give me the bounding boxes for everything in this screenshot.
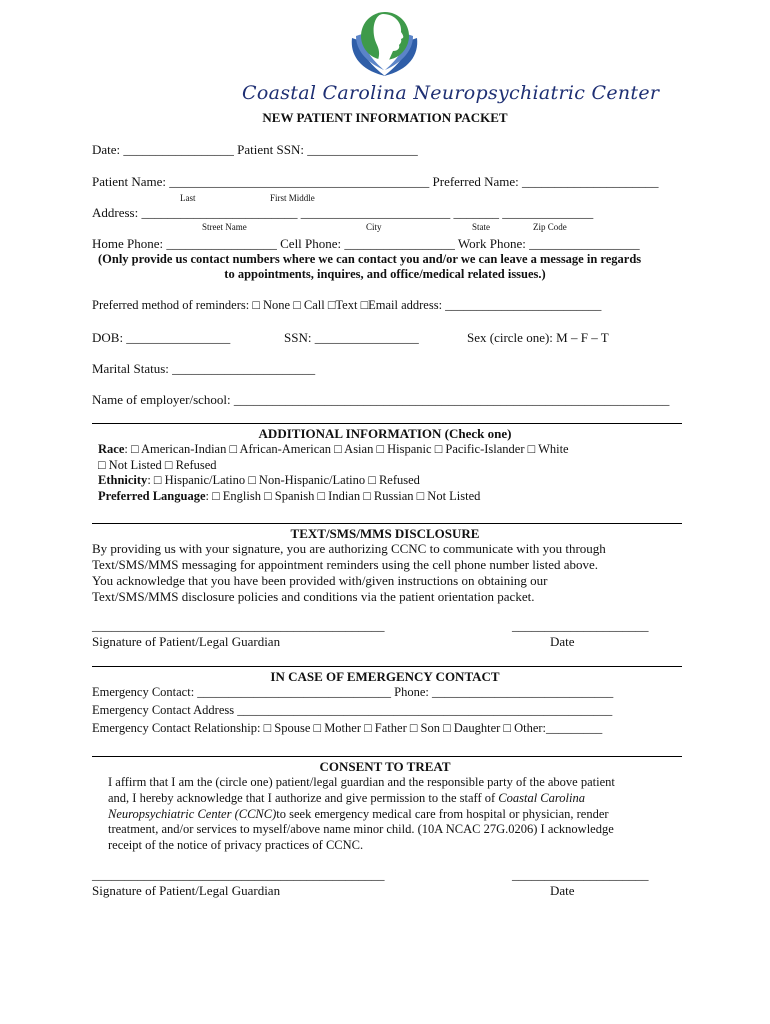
ssn-field: SSN: ________________ [284,330,419,345]
race-line-2: □ Not Listed □ Refused [98,458,217,472]
contact-note-line2: to appointments, inquires, and office/medical related issues.) [224,267,546,281]
emergency-relationship-line: Emergency Contact Relationship: □ Spouse □ Mother □ Father □ Son □ Daughter □ Other:_________ [92,721,603,735]
additional-heading: ADDITIONAL INFORMATION (Check one) [258,426,512,441]
emergency-heading: IN CASE OF EMERGENCY CONTACT [270,669,500,684]
emergency-address-line: Emergency Contact Address ____________________________________________________________ [92,703,613,717]
consent-text-2a: and, I hereby acknowledge that I authorize and give permission to the staff of [108,791,499,805]
consent-org-name-2: Neuropsychiatric Center (CCNC) [108,807,277,821]
marital-status-line: Marital Status: ______________________ [92,361,316,376]
ethnicity-line [98,473,420,488]
address-state-caption: State [472,222,490,232]
language-options: : □ English □ Spanish □ Indian □ Russian □ Not Listed [205,489,481,503]
name-first-middle-caption: First Middle [270,193,315,203]
date-ssn-line: Date: _________________ Patient SSN: _________________ [92,142,418,157]
consent-date-line: _____________________ [512,867,649,882]
language-label: Preferred Language [98,489,206,503]
consent-text-line3 [108,807,609,822]
contact-note-line1: (Only provide us contact numbers where we can contact you and/or we can leave a message in regards [98,252,642,266]
race-options: : □ American-Indian □ African-American □ Asian □ Hispanic □ Pacific-Islander □ White [124,442,569,456]
sms-date-label: Date [550,634,575,649]
sms-heading: TEXT/SMS/MMS DISCLOSURE [290,526,480,541]
page-title: NEW PATIENT INFORMATION PACKET [262,110,508,125]
sex-field: Sex (circle one): M – F – T [467,330,609,345]
consent-text-line5: receipt of the notice of privacy practices of CCNC. [108,838,364,852]
reminders-line: Preferred method of reminders: □ None □ Call □Text □Email address: _________________________ [92,298,602,312]
race-line [98,442,569,457]
ethnicity-label: Ethnicity [98,473,148,487]
sms-text-line4: Text/SMS/MMS disclosure policies and conditions via the patient orientation packet. [92,589,535,604]
patient-name-line: Patient Name: ________________________________________ Preferred Name: _____________________ [92,174,659,189]
divider [92,756,682,757]
logo-text: Coastal Carolina Neuropsychiatric Center [242,82,660,104]
sms-text-line1: By providing us with your signature, you are authorizing CCNC to communicate with you through [92,541,606,556]
consent-org-name: Coastal Carolina [498,791,585,805]
race-label: Race [98,442,125,456]
employer-line: Name of employer/school: ___________________________________________________________________ [92,392,670,407]
sms-signature-label: Signature of Patient/Legal Guardian [92,634,281,649]
ethnicity-options: : □ Hispanic/Latino □ Non-Hispanic/Latino □ Refused [147,473,420,487]
consent-text-line2 [108,791,585,806]
phones-line: Home Phone: _________________ Cell Phone: _________________ Work Phone: _________________ [92,236,640,251]
sms-date-line: _____________________ [512,618,649,633]
address-line: Address: ________________________ _______________________ _______ ______________ [92,205,594,220]
sms-signature-line: _____________________________________________ [92,618,385,633]
address-street-caption: Street Name [202,222,247,232]
divider [92,423,682,424]
divider [92,523,682,524]
divider [92,666,682,667]
dob-field: DOB: ________________ [92,330,231,345]
consent-heading: CONSENT TO TREAT [319,759,451,774]
sms-text-line3: You acknowledge that you have been provided with/given instructions on obtaining our [92,573,548,588]
consent-signature-label: Signature of Patient/Legal Guardian [92,883,281,898]
consent-text-line4: treatment, and/or services to myself/above name minor child. (10A NCAC 27G.0206) I acknowledge [108,822,614,836]
consent-signature-line: _____________________________________________ [92,867,385,882]
sms-text-line2: Text/SMS/MMS messaging for appointment reminders using the cell phone number listed above. [92,557,599,572]
language-line [98,489,480,504]
consent-date-label: Date [550,883,575,898]
emergency-contact-line: Emergency Contact: _______________________________ Phone: _____________________________ [92,685,614,699]
consent-text-line1: I affirm that I am the (circle one) patient/legal guardian and the responsible party of the above patient [108,775,615,789]
address-zip-caption: Zip Code [533,222,567,232]
address-city-caption: City [366,222,382,232]
logo [0,0,770,108]
name-last-caption: Last [180,193,196,203]
consent-text-3b: to seek emergency medical care from hospital or physician, render [276,807,609,821]
